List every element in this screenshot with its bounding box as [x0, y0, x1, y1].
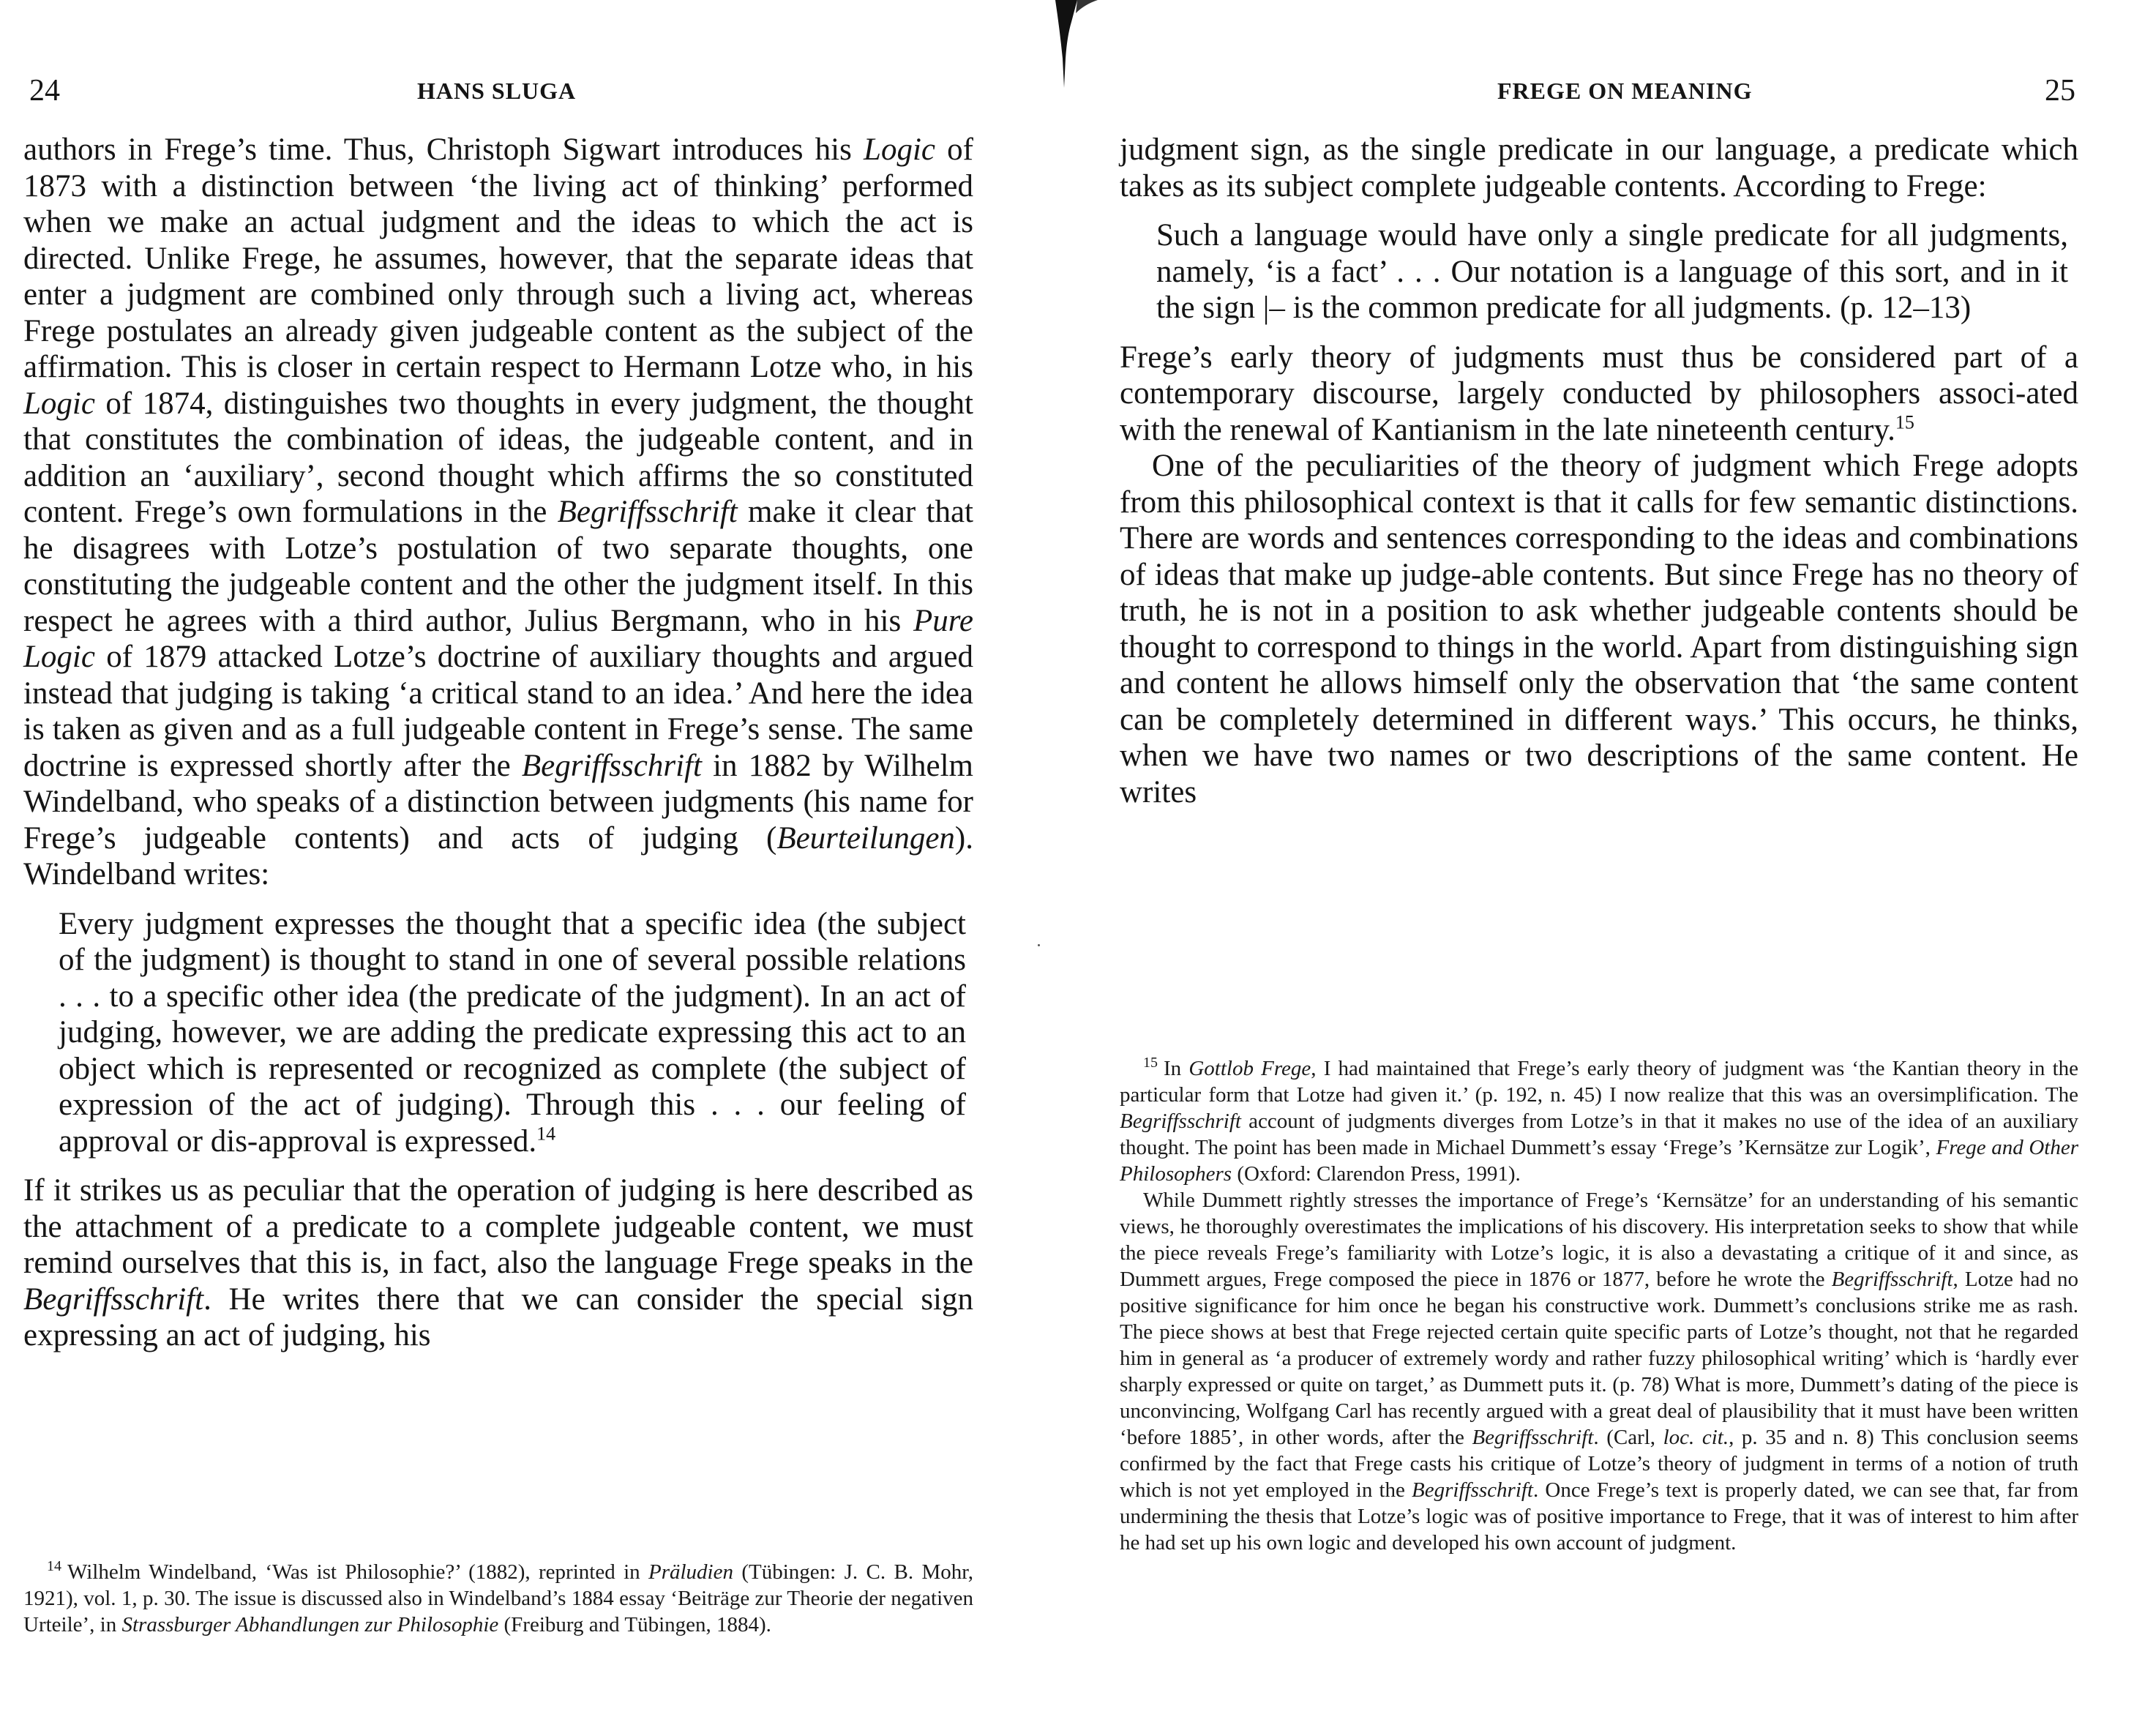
- italic-title: Logic: [864, 132, 935, 167]
- italic-title: Begriffsschrift: [557, 495, 738, 529]
- italic-title: loc. cit.: [1663, 1426, 1729, 1449]
- text-run: of 1879 attacked Lotze’s doctrine of auxiliary thoughts and argued instead that judging is taking ‘a critical stand to an idea.’ And here the idea is taken as given and as a full judgeable content in Frege’s sense. The same doctrine is expressed shortly after the: [23, 640, 973, 783]
- scan-speck: [1038, 944, 1040, 946]
- text-run: , Lotze had no positive significance for him once he began his constructive work. Dummett’s conclusions strike me as rash. The piece shows at best that Frege rejected certain quite specific parts of Lotze’s thought, not that he regarded him in general as ‘a producer of extremely wordy and rather fuzzy philosophical writing’ which is ‘hardly ever sharply expressed or quite on target,’ as Dummett puts it. (p. 78) What is more, Dummett’s dating of the piece is unconvincing, Wolfgang Carl has recently argued with a great deal of plausibility that it must have been written ‘before 1885’, in other words, after the: [1120, 1268, 2078, 1449]
- italic-title: Strassburger Abhandlungen zur Philosophie: [121, 1613, 499, 1636]
- text-run: make it clear that he disagrees with Lotze’s postulation of two separate thoughts, one constituting the judgeable content and the other the judgment itself. In this respect he agrees with a third author, Julius Bergmann, who in his: [23, 495, 973, 638]
- italic-title: Begriffsschrift: [521, 748, 702, 783]
- text-run: of 1873 with a distinction between ‘the living act of thinking’ performed when we make an actual judgment and the ideas to which the act is directed. Unlike Frege, he assumes, however, that the separate ideas that enter a judgment are combined only through such a living act, whereas Frege postulates an already given judgeable content as the subject of the affirmation. This is closer in certain respect to Hermann Lotze who, in his: [23, 132, 973, 384]
- left-body-text: [23, 132, 973, 1354]
- footnote-reference-15: 15: [1895, 411, 1914, 433]
- text-run: account of judgments diverges from Lotze’s in that it makes no use of the idea of an auxiliary thought. The point has been made in Michael Dummett’s essay ‘Frege’s ’Kernsätze zur Logik’,: [1120, 1110, 2078, 1159]
- italic-title: Begriffsschrift: [1831, 1268, 1953, 1291]
- frege-block-quote: Such a language would have only a single predicate for all judgments, namely, ‘is a fact’ . . . Our notation is a language of this sort, and in it the sign |– is the common predicate for all judgments. (p. 12–13): [1156, 218, 2068, 325]
- italic-title: Präludien: [648, 1560, 733, 1584]
- text-run: (Oxford: Clarendon Press, 1991).: [1232, 1162, 1521, 1186]
- windelband-block-quote: [59, 906, 966, 1160]
- quote-text: Every judgment expresses the thought that a specific idea (the subject of the judgment) is thought to stand in one of several possible relations . . . to a specific other idea (the predicate of the judgment). In an act of judging, however, we are adding the predicate expressing this act to an object which is represented or recognized as complete (the subject of expression of the act of judging). Through this . . . our feeling of approval or dis-approval is expressed.: [59, 906, 966, 1159]
- left-page-header: [29, 73, 973, 117]
- text-run: Wilhelm Windelband, ‘Was ist Philosophie?’ (1882), reprinted in: [67, 1560, 648, 1584]
- italic-title: Frege and Other Philosophers: [1120, 1136, 2078, 1186]
- right-running-head: FREGE ON MEANING: [1497, 78, 1753, 104]
- left-paragraph-1: [23, 132, 973, 893]
- right-paragraph-2: [1120, 340, 2078, 449]
- right-page-number: 25: [2045, 74, 2075, 108]
- footnote-14: [23, 1559, 973, 1638]
- italic-title: Begriffsschrift: [1120, 1110, 1241, 1133]
- right-paragraph-3: One of the peculiarities of the theory of judgment which Frege adopts from this philosophical context is that it calls for few semantic distinctions. There are words and sentences corresponding to the ideas and combinations of ideas that make up judge-able contents. But since Frege has no theory of truth, he is not in a position to ask whether judgeable contents should be thought to correspond to things in the world. Apart from distinguishing sign and content he allows himself only the observation that ‘the same content can be completely determined in different ways.’ This occurs, he thinks, when we have two names or two descriptions of the same content. He writes: [1120, 449, 2078, 809]
- text-run: (Tübingen: J. C. B. Mohr, 1921), vol. 1, p. 30. The issue is discussed also in Windelband’s 1884 essay ‘Beiträge zur Theorie der negativen Urteile’, in: [23, 1560, 973, 1636]
- text-run: ). Windelband writes:: [23, 820, 973, 891]
- footnote-reference-14: 14: [536, 1123, 556, 1145]
- text-run: . Once Frege’s text is properly dated, we can see that, far from undermining the thesis that Lotze’s logic was of positive importance to Frege, that it was of interest to him after he had set up his own logic and developed his own account of judgment.: [1120, 1478, 2079, 1554]
- text-run: . (Carl,: [1593, 1426, 1663, 1449]
- text-run: , p. 35 and n. 8) This conclusion seems confirmed by the fact that Frege casts his critique of Lotze’s theory of judgment in terms of a notion of truth which is not yet employed in the: [1120, 1426, 2078, 1502]
- text-run: , I had maintained that Frege’s early theory of judgment was ‘the Kantian theory in the particular form that Lotze had given it.’ (p. 192, n. 45) I now realize that this was an oversimplification. The: [1120, 1057, 2079, 1107]
- text-run: of 1874, distinguishes two thoughts in every judgment, the thought that constitutes the combination of ideas, the judgeable content, and in addition an ‘auxiliary’, second thought which affirms the so constituted content. Frege’s own formulations in the: [23, 386, 973, 529]
- text-run: In: [1164, 1057, 1189, 1080]
- left-page-number: 24: [29, 74, 60, 108]
- right-page: [1067, 0, 2134, 1736]
- footnote-15: [1120, 1055, 2078, 1556]
- italic-title: Begriffsschrift: [1472, 1426, 1594, 1449]
- text-run: (Freiburg and Tübingen, 1884).: [498, 1613, 771, 1636]
- right-page-header: [1124, 73, 2075, 117]
- footnote-mark: 15: [1143, 1055, 1158, 1071]
- text-run: While Dummett rightly stresses the importance of Frege’s ‘Kernsätze’ for an understanding of his semantic views, he thoroughly overestimates the implications of his discovery. His interpretation seeks to show that while the piece reveals Frege’s familiarity with Lotze’s logic, it is also a devastating a critique of it and since, as Dummett argues, Frege composed the piece in 1876 or 1877, before he wrote the: [1120, 1189, 2078, 1291]
- italic-title: Pure Logic: [23, 603, 973, 674]
- right-body-text: [1120, 132, 2078, 810]
- text-run: in 1882 by Wilhelm Windelband, who speaks of a distinction between judgments (his name for Frege’s judgeable contents) and acts of judging (: [23, 748, 974, 856]
- italic-title: Logic: [23, 386, 95, 421]
- italic-title: Begriffsschrift: [1412, 1478, 1533, 1502]
- left-paragraph-2: [23, 1172, 973, 1354]
- text-run: . He writes there that we can consider the special sign expressing an act of judging, his: [23, 1282, 973, 1352]
- left-running-head: HANS SLUGA: [417, 78, 577, 104]
- italic-title: Beurteilungen: [776, 820, 955, 856]
- footnote-15-paragraph-1: [1120, 1055, 2078, 1187]
- italic-title: Gottlob Frege: [1188, 1057, 1311, 1080]
- right-paragraph-1: judgment sign, as the single predicate in our language, a predicate which takes as its subject complete judgeable contents. According to Frege:: [1120, 132, 2078, 203]
- italic-title: Begriffsschrift: [23, 1282, 204, 1317]
- text-run: If it strikes us as peculiar that the operation of judging is here described as the attachment of a predicate to a complete judgeable content, we must remind ourselves that this is, in fact, also the language Frege speaks in the: [23, 1173, 973, 1280]
- footnote-mark: 14: [47, 1558, 61, 1575]
- text-run: authors in Frege’s time. Thus, Christoph Sigwart introduces his: [23, 132, 864, 167]
- footnote-15-paragraph-2: [1120, 1187, 2078, 1556]
- text-run: Frege’s early theory of judgments must thus be considered part of a contemporary discourse, largely conducted by philosophers associ-ated with the renewal of Kantianism in the late nineteenth century.: [1120, 340, 2078, 447]
